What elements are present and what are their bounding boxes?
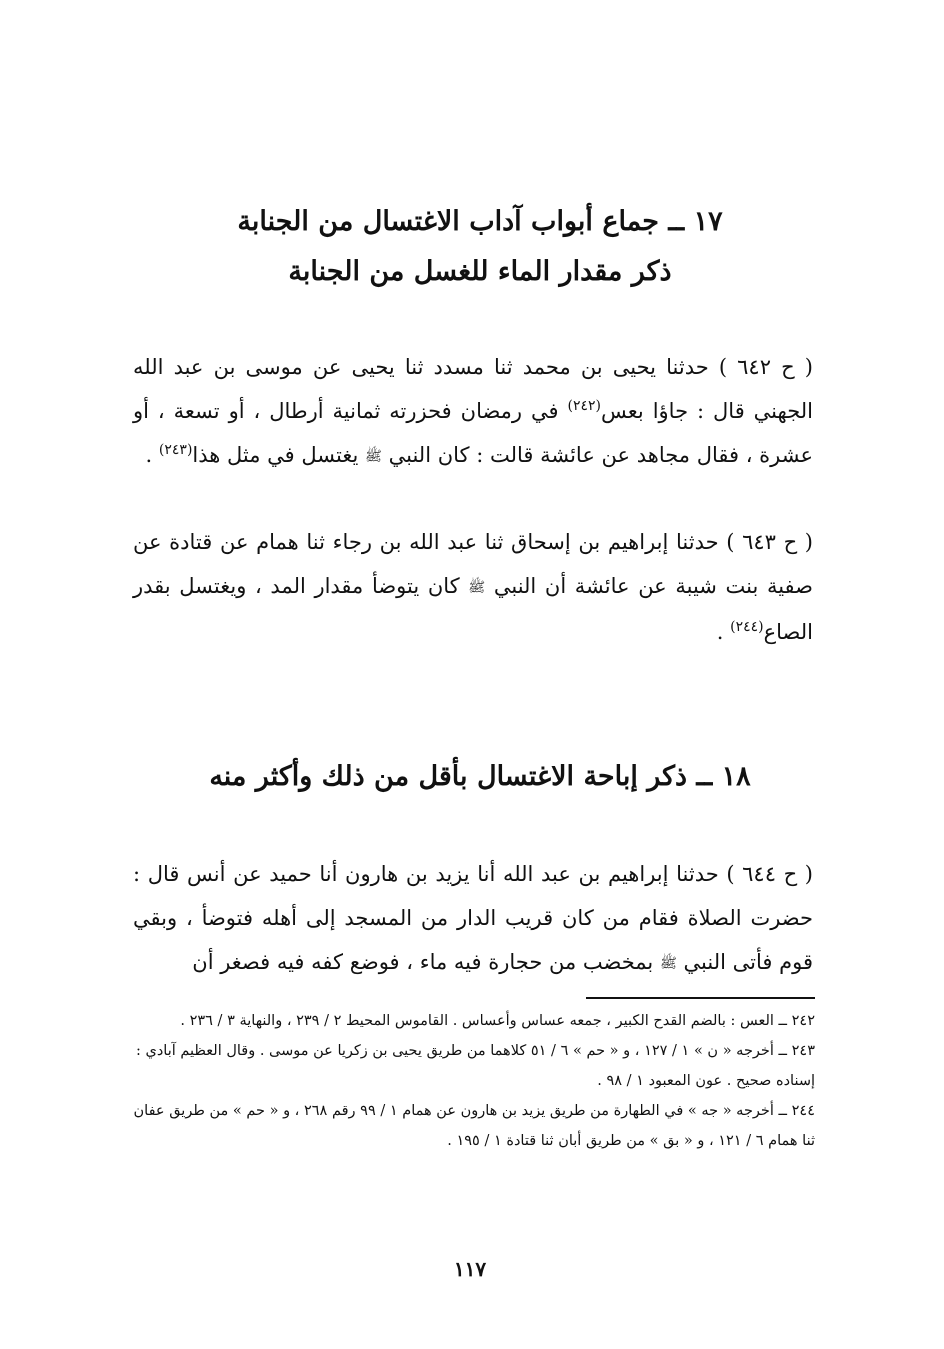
hadith-text: . [716,619,731,644]
footnotes [133,1006,815,1156]
footnote-ref-244: (٢٤٤) [730,618,764,635]
footnote-divider [586,997,815,999]
hadith-text: . [145,443,159,467]
footnote-ref-243: (٢٤٣) [158,442,193,458]
page-number: ١١٧ [453,1257,487,1281]
footnote-244: ٢٤٤ ــ أخرجه « جه » في الطهارة من طريق يزيد بن هارون عن همام ١ / ٩٩ رقم ٢٦٨ ، و « حم » من طريق عفان ثنا همام ٦ / ١٢١ ، و « بق » من طريق أبان ثنا قتادة ١ / ١٩٥ . [133,1103,815,1149]
hadith-text: يغتسل في مثل هذا [192,443,366,467]
hadith-text: في رمضان فحزرته ثمانية أرطال ، أو تسعة ، أو عشرة ، فقال مجاهد عن عائشة قالت : كان النبي [133,399,813,467]
salutation-glyph: ﷺ [365,448,382,465]
hadith-text: ( ح ٦٤٤ ) حدثنا إبراهيم بن عبد الله أنا يزيد بن هارون أنا حميد عن أنس قال : حضرت الصلاة فقام من كان قريب الدار من المسجد إلى أهله فتوضأ ، وبقي قوم فأتى النبي [133,862,813,974]
hadith-643-paragraph [133,520,813,654]
hadith-text: ( ح ٦٤٢ ) حدثنا يحيى بن محمد ثنا مسدد ثنا يحيى عن موسى بن عبد الله الجهني قال : جاؤا بعس [133,355,813,423]
section-subtitle: ذكر مقدار الماء للغسل من الجنابة [288,256,672,287]
footnote-ref-242: (٢٤٢) [567,398,602,414]
section-title: ١٨ ــ ذكر إباحة الاغتسال بأقل من ذلك وأكثر منه [209,761,751,792]
salutation-glyph: ﷺ [468,579,486,596]
chapter-title: ١٧ ــ جماع أبواب آداب الاغتسال من الجنابة [237,206,723,237]
hadith-text: بمخضب من حجارة فيه ماء ، فوضع كفه فيه فصغر أن [192,950,660,974]
salutation-glyph: ﷺ [659,955,677,972]
hadith-text: كان يتوضأ مقدار المد ، ويغتسل بقدر الصاع [133,574,813,644]
hadith-644-paragraph [133,852,813,986]
footnote-242: ٢٤٢ ــ العس : بالضم القدح الكبير ، جمعه عساس وأعساس . القاموس المحيط ٢ / ٢٣٩ ، والنهاية ٣ / ٢٣٦ . [180,1013,815,1029]
hadith-642-paragraph [133,345,813,479]
footnote-243: ٢٤٣ ــ أخرجه « ن » ١ / ١٢٧ ، و « حم » ٦ / ٥١ كلاهما من طريق يحيى بن زكريا عن موسى . وقال العظيم آبادي : إسناده صحيح . عون المعبود ١ / ٩٨ . [135,1043,815,1089]
hadith-text: ( ح ٦٤٣ ) حدثنا إبراهيم بن إسحاق ثنا عبد الله بن رجاء ثنا همام عن قتادة عن صفية بنت شيبة عن عائشة أن النبي [133,530,813,598]
